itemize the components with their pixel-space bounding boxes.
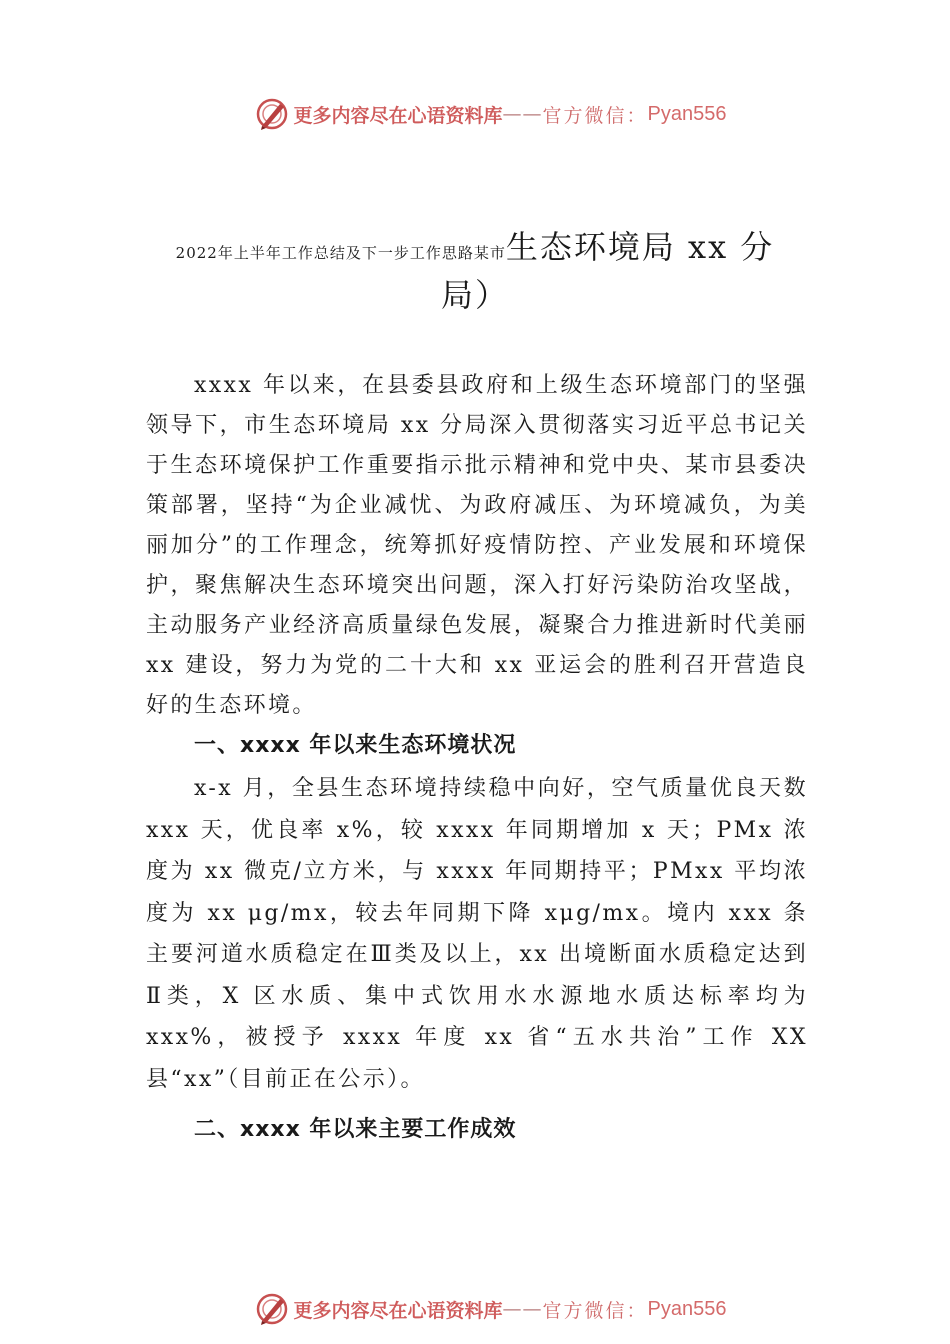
document-title (140, 226, 810, 322)
section-1-paragraph: x-x 月，全县生态环境持续稳中向好，空气质量优良天数 xxx 天，优良率 x%，较 xxxx 年同期增加 x 天；PMx 浓度为 xx 微克/立方米，与 xxxx 年同期持平；PMxx 平均浓度为 xx μg/mx，较去年同期下降 xμg/mx。境内 xxx 条主要河道水质稳定在Ⅲ类及以上，xx 出境断面水质稳定达到Ⅱ类，X 区水质、集中式饮用水水源地水质达标率均为 xxx%，被授予 xxxx 年度 xx 省“五水共治”工作 XX 县“xx”（目前正在公示）。 (146, 776, 808, 1092)
watermark-header (0, 94, 950, 134)
watermark-footer (0, 1289, 950, 1329)
watermark-wechat-id-footer: Pyan556 (647, 1297, 727, 1320)
watermark-row (254, 96, 727, 132)
watermark-separator: —— (502, 103, 543, 125)
intro-paragraph: xxxx 年以来，在县委县政府和上级生态环境部门的坚强领导下，市生态环境局 xx 分局深入贯彻落实习近平总书记关于生态环境保护工作重要指示批示精神和党中央、某市县委决策部署，坚持“为企业减忧、为政府减压、为环境减负，为美丽加分”的工作理念，统筹抓好疫情防控、产业发展和环境保护，聚焦解决生态环境突出问题，深入打好污染防治攻坚战，主动服务产业经济高质量绿色发展，凝聚合力推进新时代美丽 xx 建设，努力为党的二十大和 xx 亚运会的胜利召开营造良好的生态环境。 (146, 373, 808, 718)
watermark-brand-footer: 更多内容尽在心语资料库 (293, 1299, 503, 1322)
pen-circle-logo-icon (254, 1291, 290, 1327)
document-body (146, 366, 808, 1152)
section-1-heading: 一、xxxx 年以来生态环境状况 (194, 733, 517, 758)
watermark-wechat-id: Pyan556 (647, 102, 727, 125)
watermark-separator-footer: —— (502, 1298, 543, 1320)
watermark-label: 官方微信： (542, 104, 648, 127)
title-small-part: 2022年上半年工作总结及下一步工作思路某市 (175, 244, 506, 262)
title-big-part-2: 局） (440, 276, 509, 314)
watermark-label-footer: 官方微信： (542, 1299, 648, 1322)
pen-circle-logo-icon (254, 96, 290, 132)
section-2-heading: 二、xxxx 年以来主要工作成效 (194, 1117, 517, 1142)
watermark-row-footer (254, 1291, 727, 1327)
watermark-brand: 更多内容尽在心语资料库 (293, 104, 503, 127)
title-big-part-1: 生态环境局 xx 分 (505, 228, 775, 266)
